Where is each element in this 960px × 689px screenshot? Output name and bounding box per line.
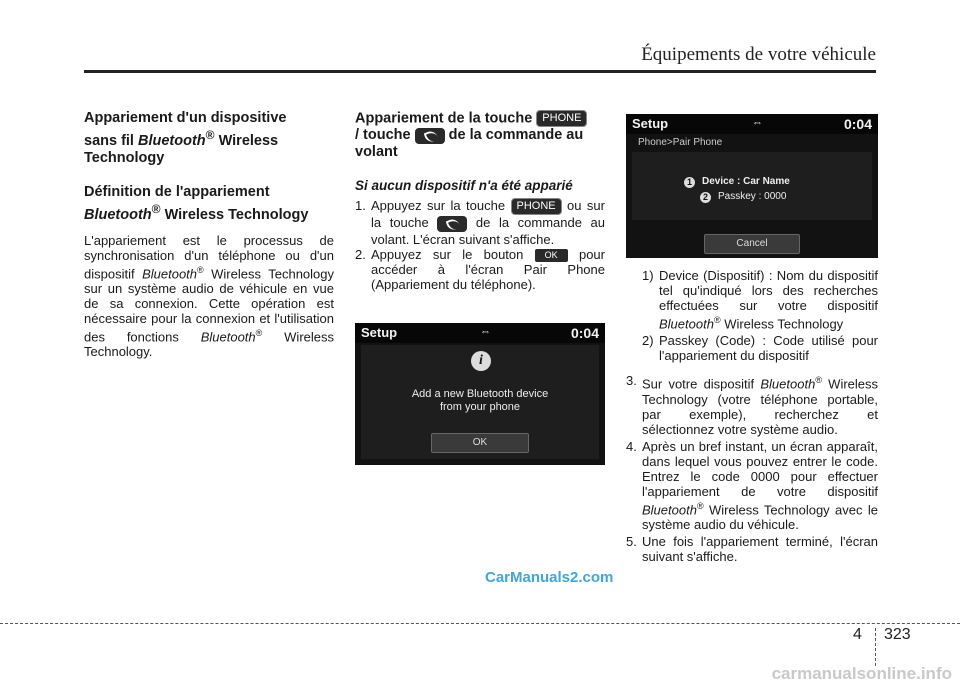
pairing-info-panel bbox=[632, 152, 872, 220]
list-item: 3. Sur votre dispositif Bluetooth® Wireless Technology (votre téléphone portable, par exemple), recherchez et sélectionnez votre système audio. bbox=[626, 373, 879, 437]
callout-marker-1: 1 bbox=[684, 177, 695, 188]
usb-icon: ⇔ bbox=[480, 326, 491, 338]
phone-key-icon: PHONE bbox=[511, 198, 562, 215]
usb-icon: ⇔ bbox=[752, 117, 763, 129]
setup-screen-add-device bbox=[355, 323, 605, 465]
screen-breadcrumb: Phone>Pair Phone bbox=[638, 137, 723, 148]
column-1 bbox=[84, 110, 334, 359]
callout-marker-2: 2 bbox=[700, 192, 711, 203]
column-2 bbox=[355, 110, 605, 292]
page-header-title: Équipements de votre véhicule bbox=[641, 44, 876, 65]
setup-screen-pair-phone bbox=[626, 114, 878, 258]
list-item: 4. Après un bref instant, un écran apparaît, dans lequel vous pouvez entrer le code. Entrez le code 0000 pour effectuer l'appariement de votre dispositif Bluetooth® Wireless Technology avec le système audio du véhicule. bbox=[626, 438, 878, 532]
phone-key-icon: PHONE bbox=[536, 110, 587, 127]
page-number: 323 bbox=[884, 626, 911, 643]
chapter-number: 4 bbox=[853, 626, 862, 643]
handset-key-icon bbox=[415, 128, 445, 144]
dialog-message: Add a new Bluetooth device from your phone bbox=[411, 388, 549, 413]
watermark-link[interactable]: CarManuals2.com bbox=[485, 569, 614, 586]
cancel-button[interactable]: Cancel bbox=[704, 234, 800, 254]
footer-rule bbox=[0, 623, 960, 624]
list-item: 1. Appuyez sur la touche PHONE ou sur la touche de la commande au volant. L'écran suivant s'affiche. bbox=[355, 198, 606, 247]
list-item: 2) Passkey (Code) : Code utilisé pour l'appariement du dispositif bbox=[642, 333, 878, 364]
screen-title-bar: Setup ⇔ 0:04 bbox=[355, 323, 605, 343]
list-item: 1) Device (Dispositif) : Nom du dispositif tel qu'indiqué lors des recherches effectuées sur votre dispositif Bluetooth® Wireless Technology bbox=[642, 268, 878, 332]
passkey: Passkey : 0000 bbox=[718, 191, 787, 202]
bottom-watermark: carmanualsonline.info bbox=[771, 664, 952, 683]
definition-paragraph: L'appariement est le processus de synchronisation d'un téléphone ou d'un dispositif Bluetooth® Wireless Technology sur un système audio de véhicule en vue de sa connexion. Cette opération est nécessaire pour la connexion et l'utilisation des fonctions Bluetooth® Wireless Technology. bbox=[84, 232, 334, 360]
handset-key-icon bbox=[437, 216, 467, 232]
header-rule bbox=[84, 70, 876, 73]
page-number-separator bbox=[875, 628, 877, 666]
section-heading-phone-key: Appariement de la touche PHONE / touche de la commande au volant bbox=[355, 110, 605, 161]
steps-list-1 bbox=[355, 198, 605, 292]
device-name: Device : Car Name bbox=[702, 176, 790, 187]
column-3-text bbox=[626, 268, 878, 564]
subheading-no-device: Si aucun dispositif n'a été apparié bbox=[355, 178, 573, 194]
list-item: 2. Appuyez sur le bouton OK pour accéder à l'écran Pair Phone (Appariement du téléphone). bbox=[355, 246, 605, 293]
screen-title-bar: Setup ⇔ 0:04 bbox=[626, 114, 878, 134]
ok-button-icon: OK bbox=[535, 249, 568, 262]
list-item: 5. Une fois l'appariement terminé, l'écran suivant s'affiche. bbox=[626, 533, 878, 564]
section-heading-definition: Définition de l'appariement Bluetooth® Wireless Technology bbox=[84, 183, 309, 223]
ok-button[interactable]: OK bbox=[431, 433, 529, 453]
screen-dialog bbox=[361, 345, 599, 459]
info-icon: i bbox=[471, 351, 491, 371]
section-heading-pairing: Appariement d'un dispositive sans fil Bluetooth® Wireless Technology bbox=[84, 110, 287, 166]
